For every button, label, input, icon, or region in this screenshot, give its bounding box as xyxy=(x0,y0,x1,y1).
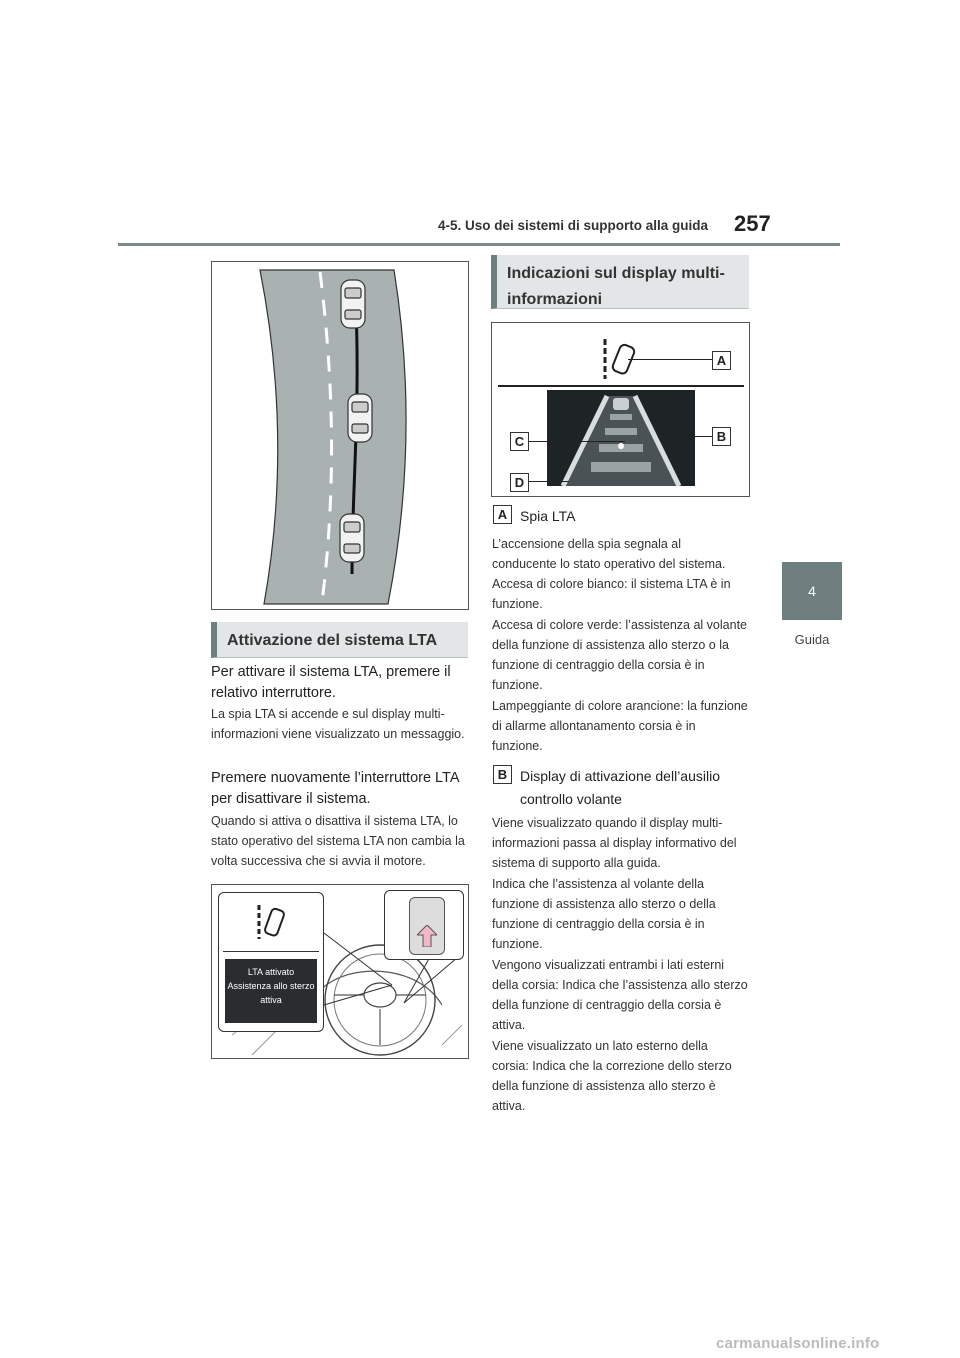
item-b-tag: B xyxy=(493,765,512,784)
callout-line-a xyxy=(628,359,712,360)
item-b-para-2: Indica che l’assistenza al volante della funzione di assistenza allo sterzo o della funzione di centraggio della corsia è in funzione. xyxy=(492,877,716,951)
chapter-tab-label: Guida xyxy=(794,632,830,647)
item-a-tag: A xyxy=(493,505,512,524)
display-message-line3: attiva xyxy=(260,995,282,1005)
section-heading-display: Indicazioni sul display multi-informazioni xyxy=(491,255,749,309)
display-callout-panel xyxy=(218,892,324,1032)
multi-info-display-illustration xyxy=(491,322,750,497)
driving-assist-screen xyxy=(547,390,695,486)
display-divider xyxy=(223,951,319,952)
deactivation-note: Quando si attiva o disattiva il sistema LTA, lo stato operativo del sistema LTA non cambia la volta successiva che si avvia il motore. xyxy=(211,814,465,868)
car-icon-middle xyxy=(348,394,372,442)
activation-lead: Per attivare il sistema LTA, premere il relativo interruttore. xyxy=(211,664,451,701)
lane-centering-illustration xyxy=(211,261,469,610)
item-a-heading xyxy=(493,505,749,528)
section-heading-activation: Attivazione del sistema LTA xyxy=(211,622,468,658)
callout-label-b: B xyxy=(712,427,731,446)
callout-label-d: D xyxy=(510,473,529,492)
display-message-line1: LTA attivato xyxy=(247,967,295,977)
item-a-para-4: Lampeggiante di colore arancione: la funzione di allarme allontanamento corsia è in funzione. xyxy=(492,699,748,753)
callout-label-a: A xyxy=(712,351,731,370)
lta-indicator-icon xyxy=(255,903,289,941)
watermark: carmanualsonline.info xyxy=(716,1335,880,1352)
item-a-para-1: L’accensione della spia segnala al conducente lo stato operativo del sistema. xyxy=(492,537,726,571)
item-a-para-3: Accesa di colore verde: l’assistenza al volante della funzione di assistenza allo sterzo o la funzione di centraggio della corsia è in funzione. xyxy=(492,618,747,692)
callout-line-d xyxy=(529,481,569,482)
chapter-tab[interactable]: 4 xyxy=(782,562,842,620)
car-icon-top xyxy=(341,280,365,328)
item-b-para-4: Viene visualizzato un lato esterno della corsia: Indica che la correzione dello sterzo della funzione di assistenza allo sterzo è attiva. xyxy=(492,1039,732,1113)
road-diagram xyxy=(212,262,468,609)
car-icon-bottom xyxy=(340,514,364,562)
item-b-para-3: Vengono visualizzati entrambi i lati esterni della corsia: Indica che l’assistenza allo sterzo della funzione di centraggio della corsia è attiva. xyxy=(492,958,748,1032)
switch-callout-panel xyxy=(384,890,464,960)
activation-note: La spia LTA si accende e sul display multi-informazioni viene visualizzato un messaggio. xyxy=(211,707,465,741)
display-message-line2: Assistenza allo sterzo xyxy=(227,981,315,991)
callout-line-b xyxy=(662,436,712,437)
item-b-heading xyxy=(493,765,749,811)
display-message-box xyxy=(225,959,317,1023)
callout-line-c xyxy=(529,441,625,442)
display-divider xyxy=(498,385,744,387)
deactivation-lead: Premere nuovamente l’interruttore LTA per disattivare il sistema. xyxy=(211,770,459,807)
item-b-title: Display di attivazione dell’ausilio controllo volante xyxy=(520,768,720,807)
running-header-title: 4-5. Uso dei sistemi di supporto alla guida xyxy=(438,218,709,233)
item-a-para-2: Accesa di colore bianco: il sistema LTA è in funzione. xyxy=(492,577,731,611)
item-a-title: Spia LTA xyxy=(520,508,576,524)
header-rule xyxy=(118,243,840,246)
item-b-para-1: Viene visualizzato quando il display multi-informazioni passa al display informativo del sistema di supporto alla guida. xyxy=(492,816,737,870)
callout-label-c: C xyxy=(510,432,529,451)
press-arrow-icon xyxy=(417,925,437,947)
page-number: 257 xyxy=(734,211,771,236)
switch-location-illustration xyxy=(211,884,469,1059)
